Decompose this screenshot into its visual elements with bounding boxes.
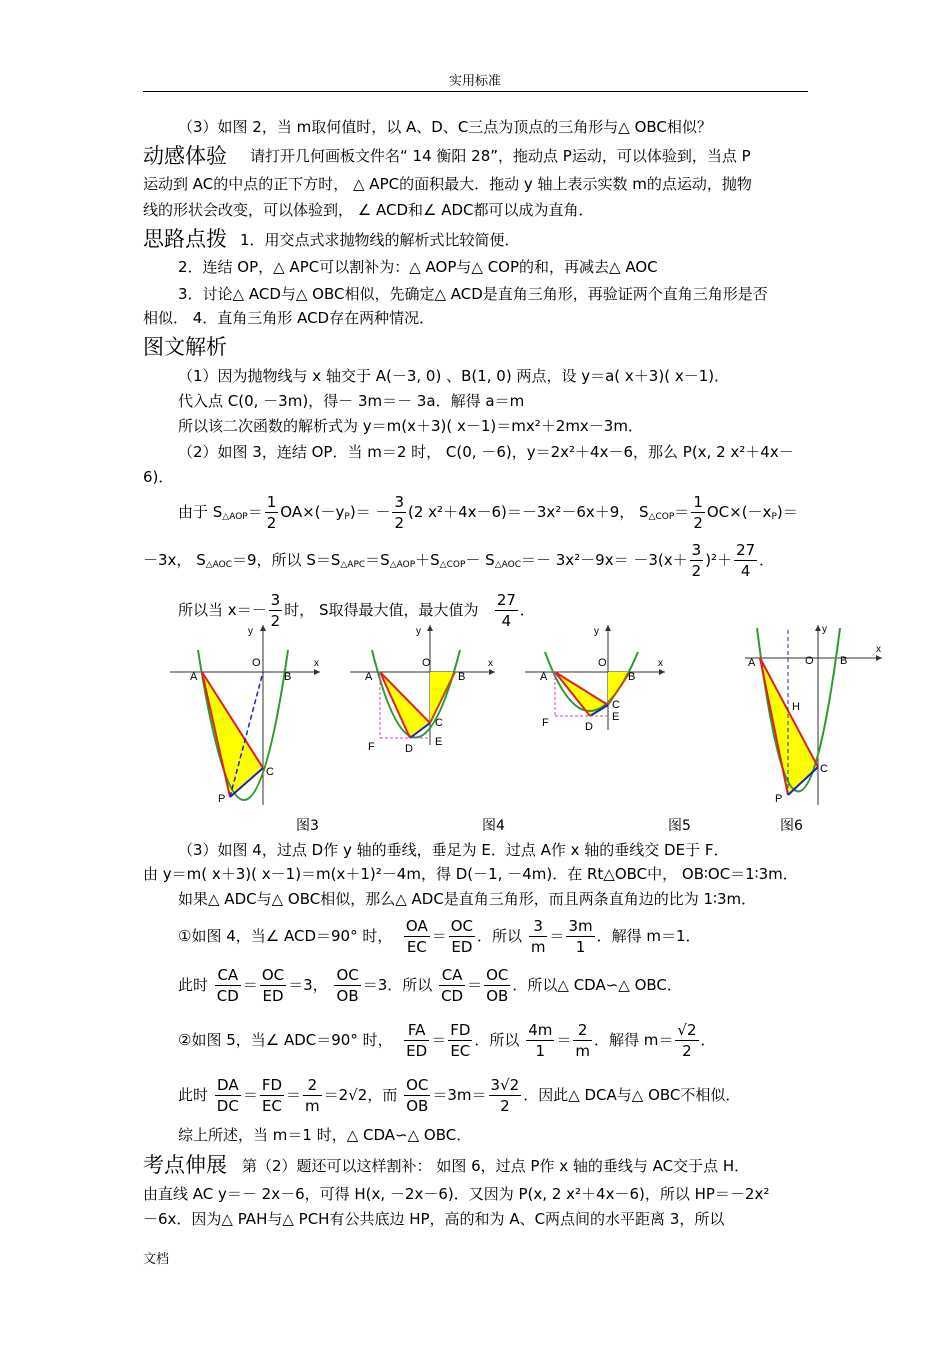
hint-line-2: 2．连结 OP，△ APC可以割补为：△ AOP与△ COP的和，再减去△ AOC: [178, 258, 658, 276]
svg-text:x: x: [488, 658, 493, 669]
header-rule: [143, 91, 808, 92]
svg-text:x: x: [876, 644, 881, 655]
analysis-line-3: 所以该二次函数的解析式为 y＝m(x＋3)( x－1)＝mx²＋2mx－3m．: [178, 417, 643, 435]
caption-fig-4: 图4: [482, 818, 505, 834]
svg-text:D: D: [405, 743, 413, 755]
hint-line-3: 3．讨论△ ACD与△ OBC相似，先确定△ ACD是直角三角形，再验证两个直角三角形是否: [178, 285, 768, 303]
fig3-label-p: P: [218, 793, 226, 805]
caption-fig-5: 图5: [668, 818, 691, 834]
analysis-line-4: （2）如图 3，连结 OP．当 m＝2 时， C(0, －6)，y＝2x²＋4x－6，那么 P(x, 2 x²＋4x－: [178, 443, 794, 461]
part3-line-1: （3）如图 4，过点 D作 y 轴的垂线，垂足为 E．过点 A作 x 轴的垂线交 DE于 F．: [178, 841, 729, 859]
svg-text:O: O: [598, 657, 607, 669]
figure-3: [170, 625, 320, 805]
area-formula-line-2: －3x， $S_{\triangle AOC}=9$，所以 $S=S_{\triangle APC}=S_{\triangle AOP}+S_{\triangle COP}- S_{\triangle AOC}=- 3x^2-9x= -3(x+$ $\frac{3}{2}$ )²＋ $\frac{27}{4}$ ．: [143, 541, 775, 580]
svg-text:A: A: [748, 657, 756, 669]
conclusion-line: 综上所述，当 m＝1 时，△ CDA∽△ OBC．: [178, 1126, 472, 1144]
svg-text:P: P: [775, 793, 783, 805]
extension-line-2: 由直线 AC y＝－ 2x－6，可得 H(x, －2x－6)．又因为 P(x, 2 x²＋4x－6)，所以 HP＝－2x²: [143, 1185, 770, 1203]
fig3-label-c: C: [266, 766, 274, 778]
svg-text:B: B: [840, 655, 848, 667]
figures-panel: [160, 620, 885, 815]
svg-text:C: C: [435, 717, 443, 729]
hint-line-1: 1．用交点式求抛物线的解析式比较简便．: [240, 231, 520, 249]
svg-text:E: E: [435, 736, 443, 748]
extension-line-3: －6x．因为△ PAH与△ PCH有公共底边 HP，高的和为 A、C两点间的水平距离 3，所以: [143, 1210, 725, 1228]
svg-text:O: O: [422, 657, 431, 669]
part3-line-2: 由 y＝m( x＋3)( x－1)＝m(x＋1)²－4m，得 D(－1, －4m)．在 Rt△OBC中， OB∶OC＝1∶3m．: [143, 865, 798, 883]
case-2-check-line: 此时 $\frac{DA}{DC}$ ＝ $\frac{FD}{EC}$ ＝ $\frac{2}{m}$ ＝2√2，而 $\frac{OC}{OB}$ ＝3m＝ $\frac{3√2}{2}$ ．因此△ DCA与△ OBC不相似．: [178, 1076, 741, 1115]
svg-text:O: O: [805, 655, 814, 667]
section-title-extension: 考点伸展: [143, 1153, 227, 1177]
dynamic-line-1: 请打开几何画板文件名“ 14 衡阳 28”，拖动点 P运动，可以体验到，当点 P: [250, 147, 751, 165]
case-1-check-line: 此时 $\frac{CA}{CD}$ ＝ $\frac{OC}{ED}$ ＝3， $\frac{OC}{OB}$ ＝3．所以 $\frac{CA}{CD}$ ＝ $\frac{OC}{OB}$ ．所以△ CDA∽△ OBC．: [178, 966, 682, 1005]
case-1-line: ①如图 4，当∠ ACD＝90° 时， $\frac{OA}{EC}$ ＝ $\frac{OC}{ED}$ ．所以 $\frac{3}{m}$ ＝ $\frac{3m}{1}$ ．解得 m＝1．: [178, 917, 701, 956]
svg-text:F: F: [368, 741, 375, 753]
section-title-hint: 思路点拨: [143, 227, 227, 251]
svg-text:E: E: [612, 711, 620, 723]
dynamic-line-3: 线的形状会改变，可以体验到， ∠ ACD和∠ ADC都可以成为直角．: [143, 201, 594, 219]
extension-line-1: 第（2）题还可以这样割补： 如图 6，过点 P作 x 轴的垂线与 AC交于点 H．: [242, 1157, 750, 1175]
figure-5: [525, 625, 665, 733]
hint-line-4: 相似． 4．直角三角形 ACD存在两种情况．: [143, 309, 435, 327]
dynamic-line-2: 运动到 AC的中点的正下方时， △ APC的面积最大．拖动 y 轴上表示实数 m的点运动，抛物: [143, 175, 752, 193]
fig3-label-a: A: [190, 671, 198, 683]
analysis-line-1: （1）因为抛物线与 x 轴交于 A(－3, 0) 、B(1, 0) 两点，设 y＝a( x＋3)( x－1)．: [178, 367, 730, 385]
page-footer: 文档: [143, 1252, 170, 1267]
fig3-label-x: x: [314, 658, 319, 669]
part3-line-3: 如果△ ADC与△ OBC相似，那么△ ADC是直角三角形，而且两条直角边的比为 1∶3m．: [178, 890, 757, 908]
svg-text:C: C: [612, 699, 620, 711]
svg-text:y: y: [594, 626, 599, 637]
figure-6: [745, 624, 882, 805]
analysis-line-2: 代入点 C(0, －3m)，得－ 3m＝－ 3a．解得 a＝m: [178, 392, 525, 410]
page-header: 实用标准: [448, 74, 501, 89]
svg-text:A: A: [365, 671, 373, 683]
area-formula-line-1: 由于 $S_{\triangle AOP}=$ $\frac{1}{2}$ $OA\times(-y_P)=$ － $\frac{3}{2}$ (2 x²＋4x－6)＝－3x²－6x＋9， $S_{\triangle COP}=$ $\frac{1}{2}$ $OC\times(-x_P)=$: [178, 493, 798, 532]
fig3-label-o: O: [252, 657, 261, 669]
svg-text:H: H: [792, 701, 800, 713]
svg-text:y: y: [416, 626, 421, 637]
question-3: （3）如图 2，当 m取何值时，以 A、D、C三点为顶点的三角形与△ OBC相似？: [178, 118, 712, 136]
svg-text:C: C: [820, 763, 828, 775]
svg-text:D: D: [585, 721, 593, 733]
caption-fig-6: 图6: [780, 818, 803, 834]
fig3-label-y: y: [248, 626, 253, 637]
section-title-analysis: 图文解析: [143, 335, 227, 359]
svg-text:A: A: [540, 671, 548, 683]
svg-text:y: y: [822, 624, 827, 635]
svg-text:B: B: [458, 671, 466, 683]
svg-text:B: B: [628, 671, 636, 683]
svg-text:x: x: [658, 658, 663, 669]
figure-4: [350, 625, 495, 755]
fig3-label-b: B: [284, 671, 292, 683]
max-value-line: 所以当 x＝－ $\frac{3}{2}$ 时， S取得最大值，最大值为 $\frac{27}{4}$ ．: [178, 591, 535, 630]
case-2-line: ②如图 5，当∠ ADC＝90° 时， $\frac{FA}{ED}$ ＝ $\frac{FD}{EC}$ ．所以 $\frac{4m}{1}$ ＝ $\frac{2}{m}$ ．解得 m＝ $\frac{√2}{2}$ ．: [178, 1021, 716, 1060]
analysis-line-5: 6)．: [143, 468, 174, 486]
svg-text:F: F: [542, 717, 549, 729]
section-title-dynamic: 动感体验: [143, 144, 227, 168]
caption-fig-3: 图3: [296, 818, 319, 834]
